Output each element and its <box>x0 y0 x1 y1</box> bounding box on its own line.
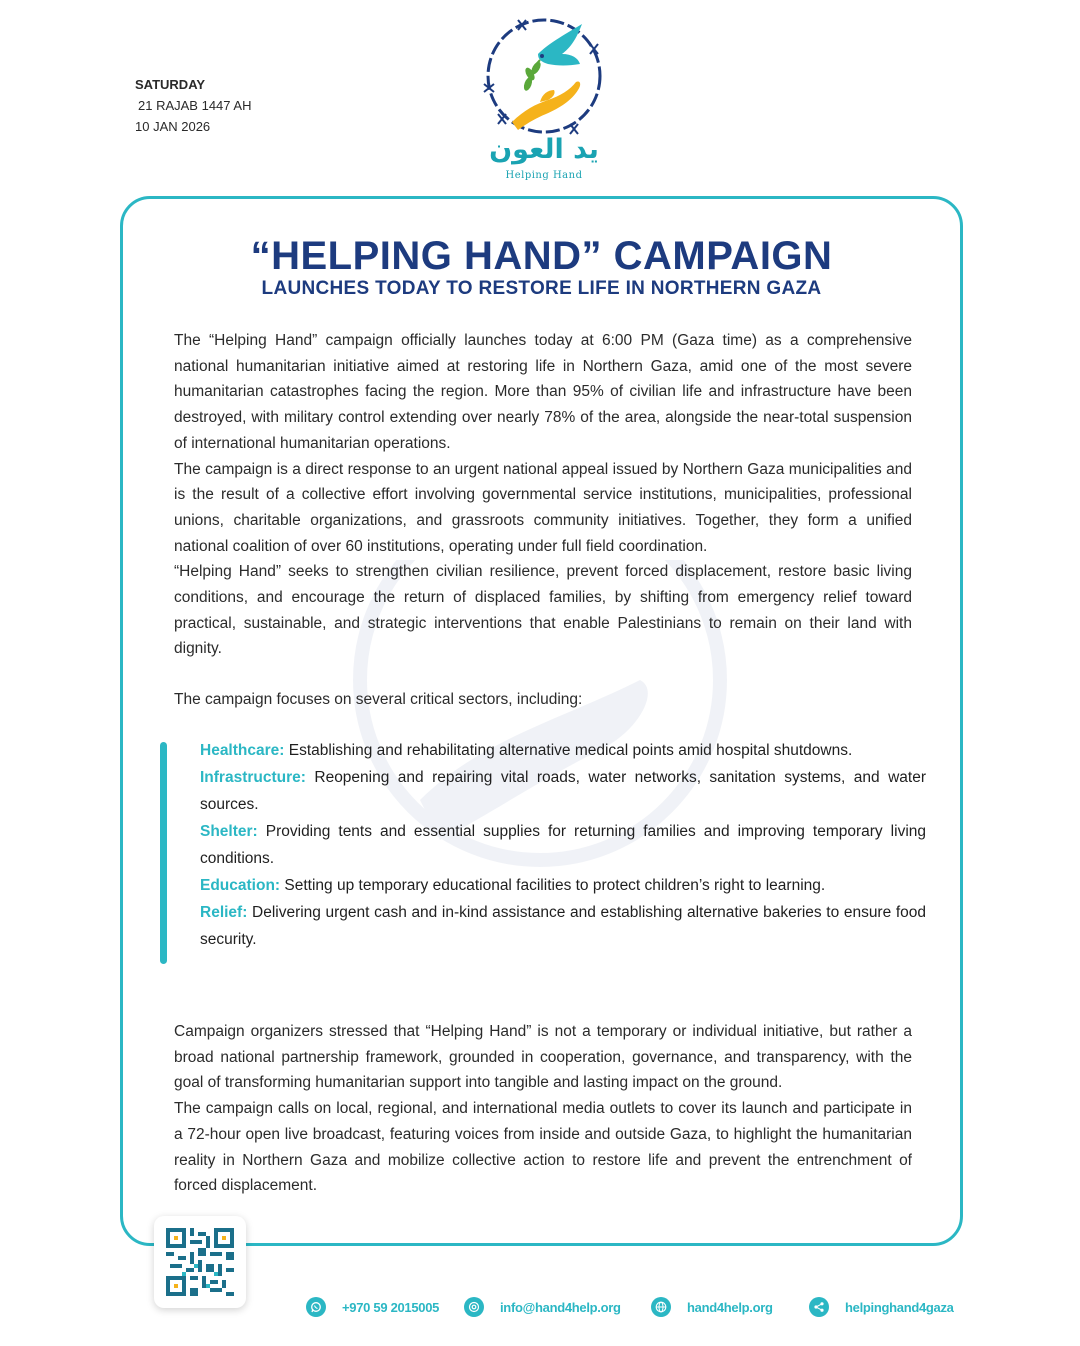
footer-website[interactable] <box>651 1296 773 1318</box>
page-title: “HELPING HAND” CAMPAIGN <box>250 234 833 278</box>
closing-paragraph-2: The campaign calls on local, regional, and international media outlets to cover its launch and participate in a 72-hour open live broadcast, featuring voices from inside and outside Gaza, to highlight the humanitarian reality in Northern Gaza and mobilize collective action to restore life and prevent the entrenchment of forced displacement. <box>174 1100 912 1195</box>
phone-number[interactable]: +970 59 2015005 <box>342 1299 440 1315</box>
whatsapp-icon <box>306 1297 326 1317</box>
sector-text: Setting up temporary educational facilities to protect children’s right to learning. <box>284 877 826 894</box>
footer-email[interactable] <box>464 1296 621 1318</box>
sector-text: Reopening and repairing vital roads, water networks, sanitation systems, and water sources. <box>200 769 926 813</box>
sector-label: Infrastructure: <box>200 769 306 786</box>
email-address[interactable]: info@hand4help.org <box>500 1299 621 1315</box>
intro-paragraph-1: The “Helping Hand” campaign officially launches today at 6:00 PM (Gaza time) as a comprehensive national humanitarian initiative aimed at restoring life in Northern Gaza, amid one of the most severe humanitarian catastrophes facing the region. More than 95% of civilian life and infrastructure have been destroyed, with military control extending over nearly 78% of the area, alongside the near-total suspension of international humanitarian operations. <box>174 332 912 452</box>
closing-text <box>174 1019 912 1199</box>
sector-text: Establishing and rehabilitating alternative medical points amid hospital shutdowns. <box>288 742 853 759</box>
sector-item-education <box>200 872 926 899</box>
closing-paragraph-1: Campaign organizers stressed that “Helping Hand” is not a temporary or individual initiative, but rather a broad national partnership framework, grounded in cooperation, governance, and transparency, with the goal of transforming humanitarian support into tangible and lasting impact on the ground. <box>174 1023 912 1092</box>
sector-label: Healthcare: <box>200 742 285 759</box>
date-block <box>135 74 251 137</box>
weekday: SATURDAY <box>135 77 206 92</box>
qr-code[interactable] <box>166 1228 234 1296</box>
sector-label: Relief: <box>200 904 248 921</box>
focus-intro <box>174 687 912 713</box>
sector-item-healthcare <box>200 737 926 764</box>
hijri-date: 21 RAJAB 1447 AH <box>138 98 252 113</box>
page-subtitle: LAUNCHES TODAY TO RESTORE LIFE IN NORTHERN GAZA <box>261 278 822 299</box>
website-url[interactable]: hand4help.org <box>687 1299 773 1315</box>
sector-text: Providing tents and essential supplies for returning families and improving temporary living conditions. <box>200 823 927 867</box>
sector-text: Delivering urgent cash and in-kind assistance and establishing alternative bakeries to ensure food security. <box>200 904 926 948</box>
sector-accent-bar <box>160 742 167 964</box>
globe-icon <box>651 1297 671 1317</box>
sector-item-infrastructure <box>200 764 926 818</box>
gregorian-date: 10 JAN 2026 <box>135 119 211 134</box>
intro-paragraph-3: “Helping Hand” seeks to strengthen civilian resilience, prevent forced displacement, restore basic living conditions, and encourage the return of displaced families, by shifting from emergency relief toward practical, sustainable, and strategic interventions that enable Palestinians to remain on their land with dignity. <box>174 563 912 658</box>
intro-text <box>174 328 912 662</box>
sector-label: Shelter: <box>200 823 258 840</box>
sector-item-relief <box>200 899 926 953</box>
email-at-icon <box>464 1297 484 1317</box>
footer-phone[interactable] <box>306 1296 439 1318</box>
sector-label: Education: <box>200 877 281 894</box>
logo-arabic-text: يد العون <box>489 134 599 165</box>
footer-social[interactable] <box>809 1296 954 1318</box>
focus-intro-text: The campaign focuses on several critical sectors, including: <box>174 691 583 708</box>
social-handle[interactable]: helpinghand4gaza <box>845 1299 954 1315</box>
share-icon <box>809 1297 829 1317</box>
qr-code-card[interactable] <box>154 1216 246 1308</box>
sector-list <box>200 737 926 953</box>
intro-paragraph-2: The campaign is a direct response to an urgent national appeal issued by Northern Gaza municipalities and is the result of a collective effort involving governmental service institutions, municipalities, professional unions, charitable organizations, and grassroots community initiatives. Together, they form a unified national coalition of over 60 institutions, operating under full field coordination. <box>174 460 912 555</box>
logo-english-text: Helping Hand <box>505 170 583 181</box>
sector-item-shelter <box>200 818 926 872</box>
